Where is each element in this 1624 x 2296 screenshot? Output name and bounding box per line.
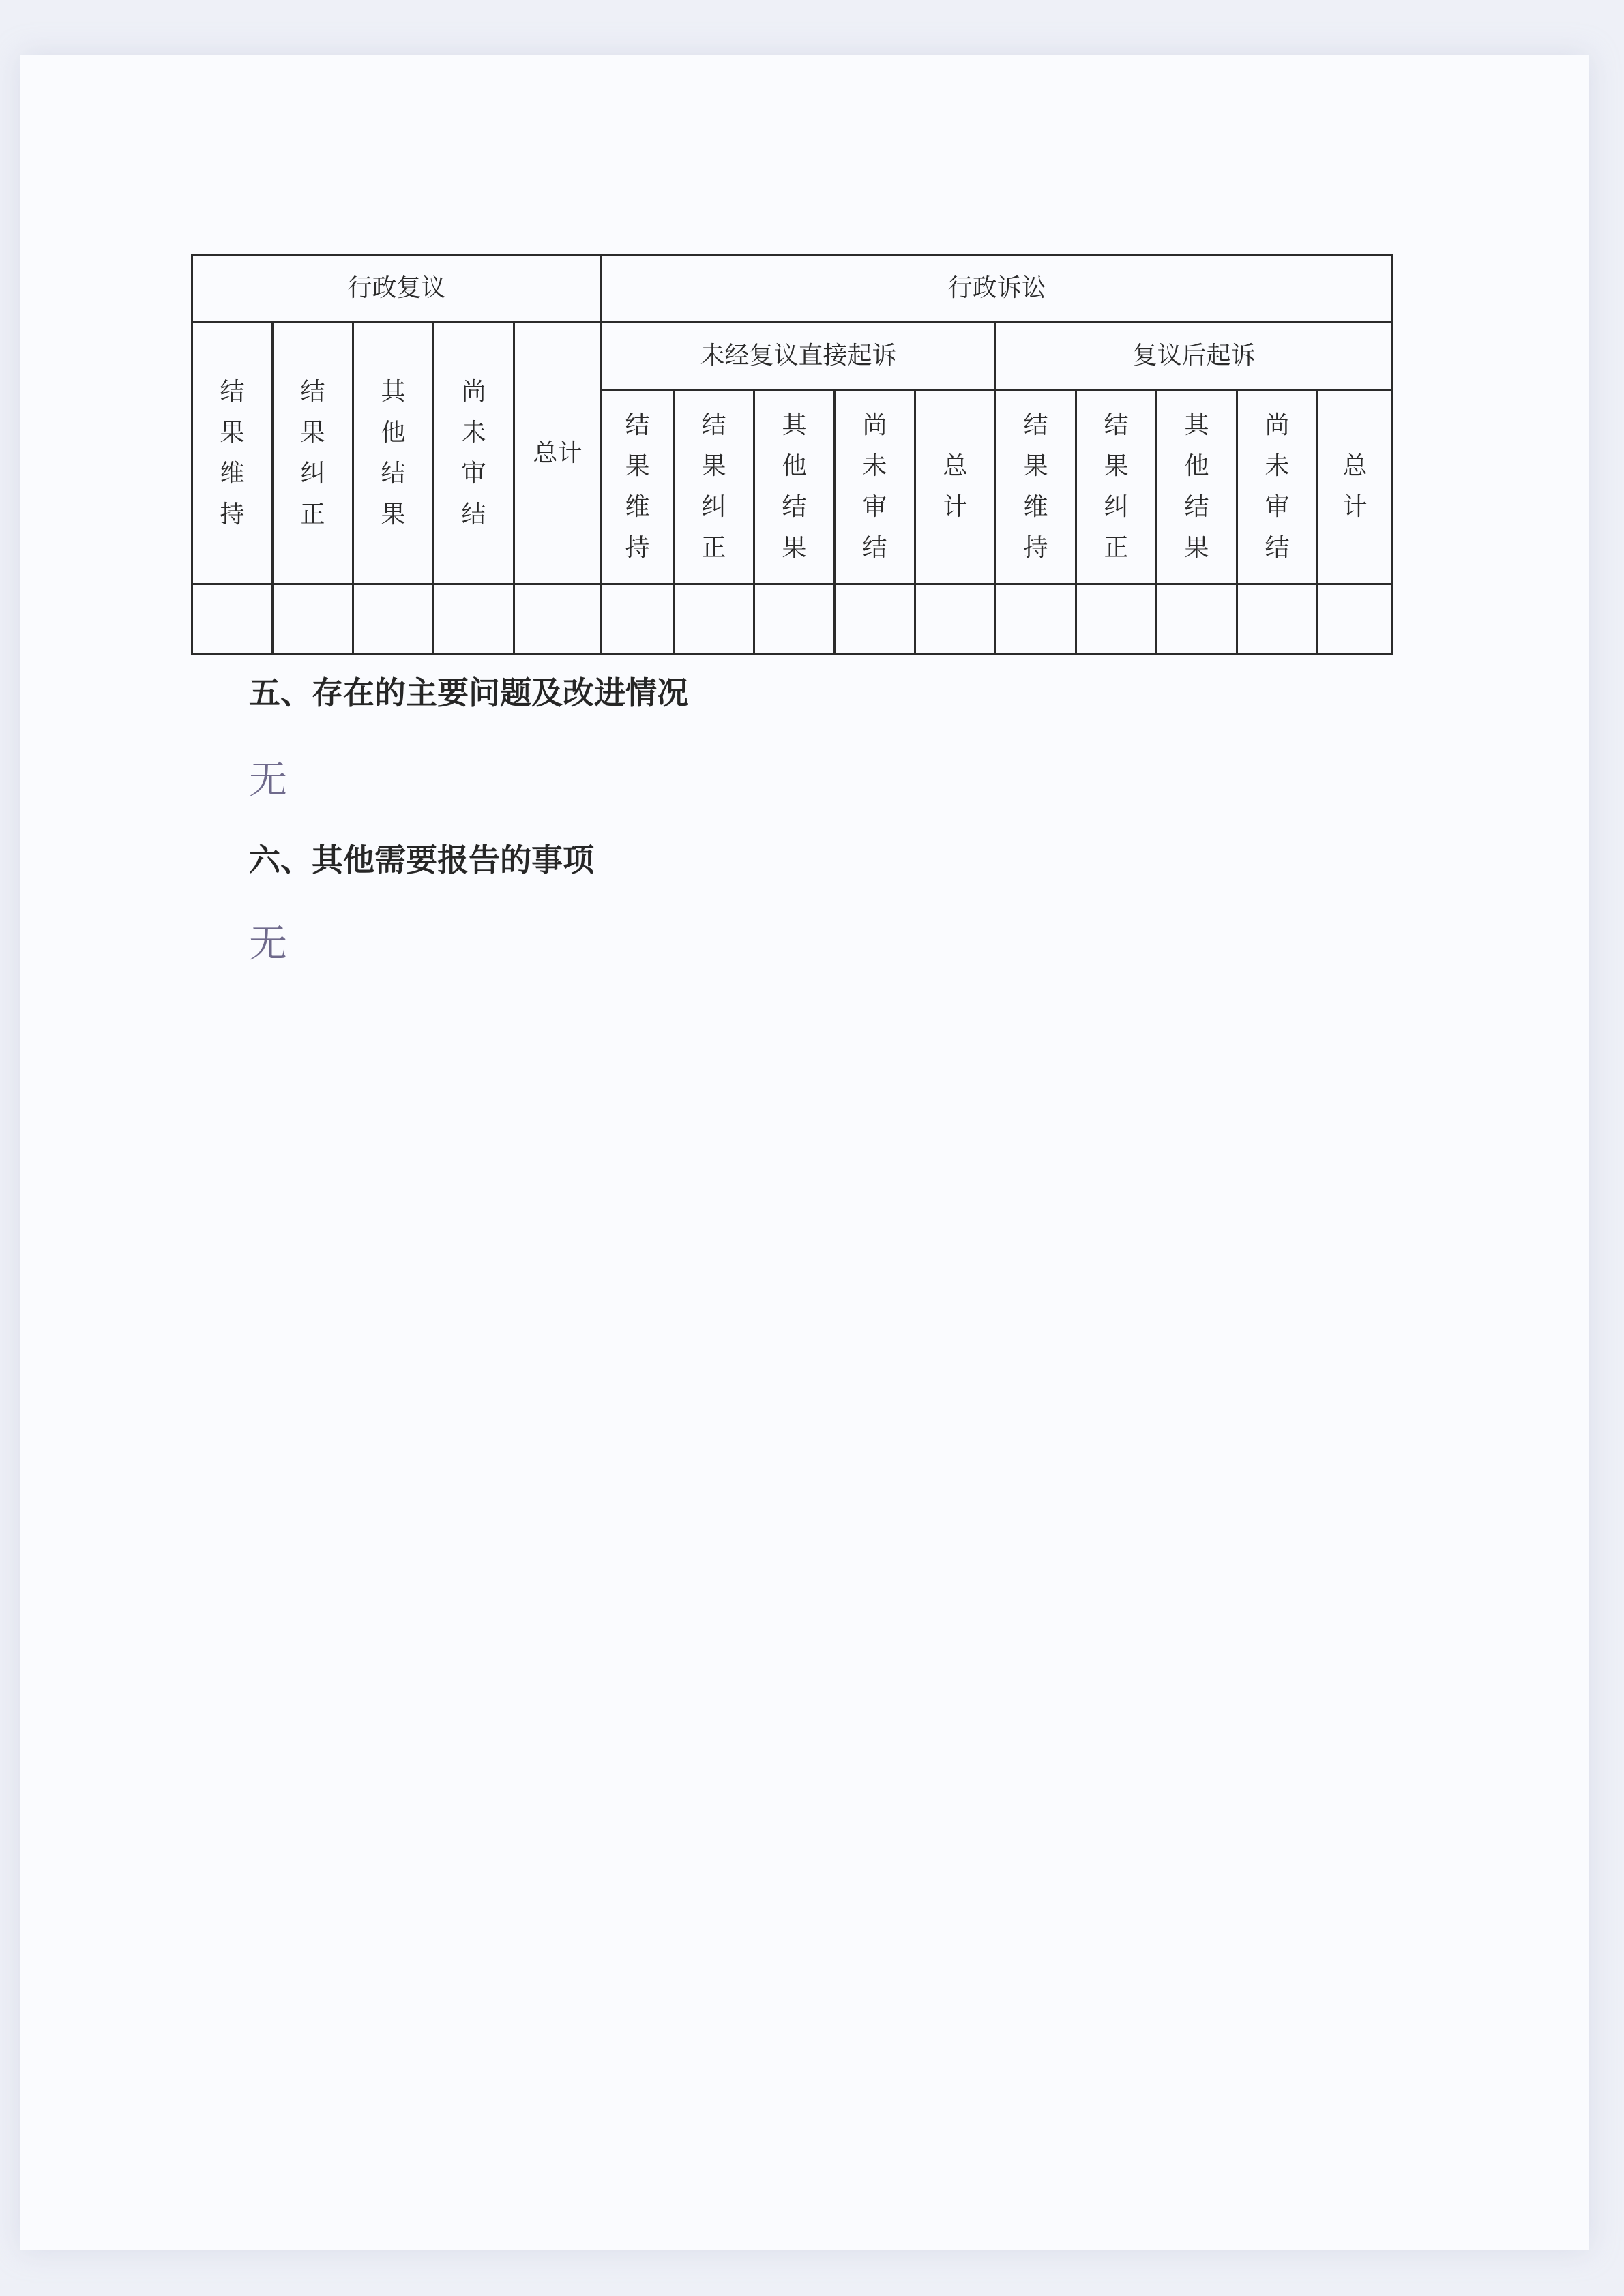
header-post-correct: 结果纠正 (1076, 390, 1157, 584)
table-cell (754, 584, 835, 655)
table-cell (192, 584, 273, 655)
table-row (192, 584, 1393, 655)
header-direct-other: 其他结果 (754, 390, 835, 584)
header-post-review-suit: 复议后起诉 (996, 323, 1393, 390)
header-review-other: 其他结果 (353, 323, 434, 584)
table-cell (434, 584, 514, 655)
table-cell (674, 584, 754, 655)
header-admin-litigation: 行政诉讼 (602, 255, 1393, 323)
header-post-total: 总计 (1318, 390, 1393, 584)
header-review-maintain: 结果维持 (192, 323, 273, 584)
header-direct-pending: 尚未审结 (835, 390, 915, 584)
section-body-problems: 无 (249, 758, 287, 803)
table-cell (514, 584, 602, 655)
table-cell (1157, 584, 1237, 655)
header-post-pending: 尚未审结 (1237, 390, 1318, 584)
header-direct-suit: 未经复议直接起诉 (602, 323, 996, 390)
review-litigation-table (191, 254, 1391, 652)
header-post-maintain: 结果维持 (996, 390, 1076, 584)
statistics-table (191, 254, 1393, 655)
header-direct-correct: 结果纠正 (674, 390, 754, 584)
table-cell (602, 584, 674, 655)
header-direct-maintain: 结果维持 (602, 390, 674, 584)
header-post-other: 其他结果 (1157, 390, 1237, 584)
table-cell (835, 584, 915, 655)
table-cell (915, 584, 996, 655)
table-cell (1076, 584, 1157, 655)
table-cell (1318, 584, 1393, 655)
section-body-other-matters: 无 (249, 922, 287, 966)
table-cell (353, 584, 434, 655)
table-cell (996, 584, 1076, 655)
header-admin-review: 行政复议 (192, 255, 602, 323)
table-cell (273, 584, 353, 655)
section-heading-other-matters: 六、其他需要报告的事项 (249, 841, 594, 878)
header-review-pending: 尚未审结 (434, 323, 514, 584)
header-review-correct: 结果纠正 (273, 323, 353, 584)
table-cell (1237, 584, 1318, 655)
header-direct-total: 总计 (915, 390, 996, 584)
header-review-total: 总计 (514, 323, 602, 584)
section-heading-problems: 五、存在的主要问题及改进情况 (249, 674, 688, 711)
